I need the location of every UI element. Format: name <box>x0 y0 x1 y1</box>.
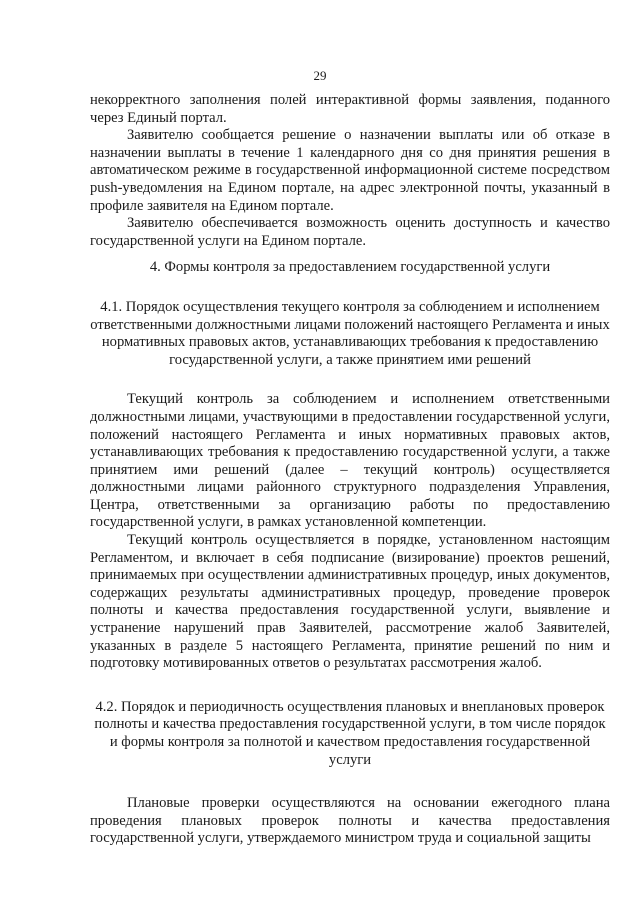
paragraph-quality-assessment: Заявителю обеспечивается возможность оценить доступность и качество государственной услуги на Едином портале. <box>90 215 610 249</box>
section-4-heading: 4. Формы контроля за предоставлением государственной услуги <box>149 259 551 276</box>
document-body <box>90 92 610 848</box>
spacer <box>90 769 610 795</box>
page-number: 29 <box>313 68 327 83</box>
spacer <box>90 673 610 699</box>
spacer <box>90 277 610 299</box>
spacer <box>90 250 610 259</box>
paragraph-planned-checks: Плановые проверки осуществляются на основании ежегодного плана проведения плановых проверок полноты и качества предоставления государственной услуги, утверждаемого министром труда и социальной защиты <box>90 795 610 847</box>
spacer <box>90 369 610 391</box>
paragraph-control-procedure: Текущий контроль осуществляется в порядке, установленном настоящим Регламентом, и включает в себя подписание (визирование) проектов решений, принимаемых при осуществлении административных процедур, иных документов, содержащих результаты административных процедур, проведение проверок полноты и качества предоставления государственной услуги, выявление и устранение нарушений прав Заявителей, рассмотрение жалоб Заявителей, указанных в разделе 5 настоящего Регламента, принятие решений по ним и подготовку мотивированных ответов о результатах рассмотрения жалоб. <box>90 532 610 672</box>
subsection-4-1-heading: 4.1. Порядок осуществления текущего контроля за соблюдением и исполнением ответственными должностными лицами положений настоящего Регламента и иных нормативных правовых актов, устанавливающих требования к предоставлению государственной услуги, а также принятием ими решений <box>90 298 610 368</box>
paragraph-decision-notice: Заявителю сообщается решение о назначении выплаты или об отказе в назначении выплаты в течение 1 календарного дня со дня принятия решения в автоматическом режиме в государственной информационной системе посредством push-уведомления на Едином портале, на адрес электронной почты, указанный в профиле заявителя на Едином портале. <box>90 127 610 214</box>
subsection-4-2-heading: 4.2. Порядок и периодичность осуществления плановых и внеплановых проверок полноты и качества предоставления государственной услуги, в том числе порядок и формы контроля за полнотой и качеством предоставления государственной услуги <box>94 698 606 768</box>
paragraph-incorrect-fill: некорректного заполнения полей интерактивной формы заявления, поданного через Единый портал. <box>90 92 610 126</box>
paragraph-current-control: Текущий контроль за соблюдением и исполнением ответственными должностными лицами, участвующими в предоставлении государственной услуги, положений настоящего Регламента и иных нормативных правовых актов, устанавливающих требования к предоставлению государственной услуги, а также принятием ими решений (далее – текущий контроль) осуществляется должностными лицами районного структурного подразделения Управления, Центра, ответственными за организацию работы по предоставлению государственной услуги, в рамках установленной компетенции. <box>90 391 610 531</box>
